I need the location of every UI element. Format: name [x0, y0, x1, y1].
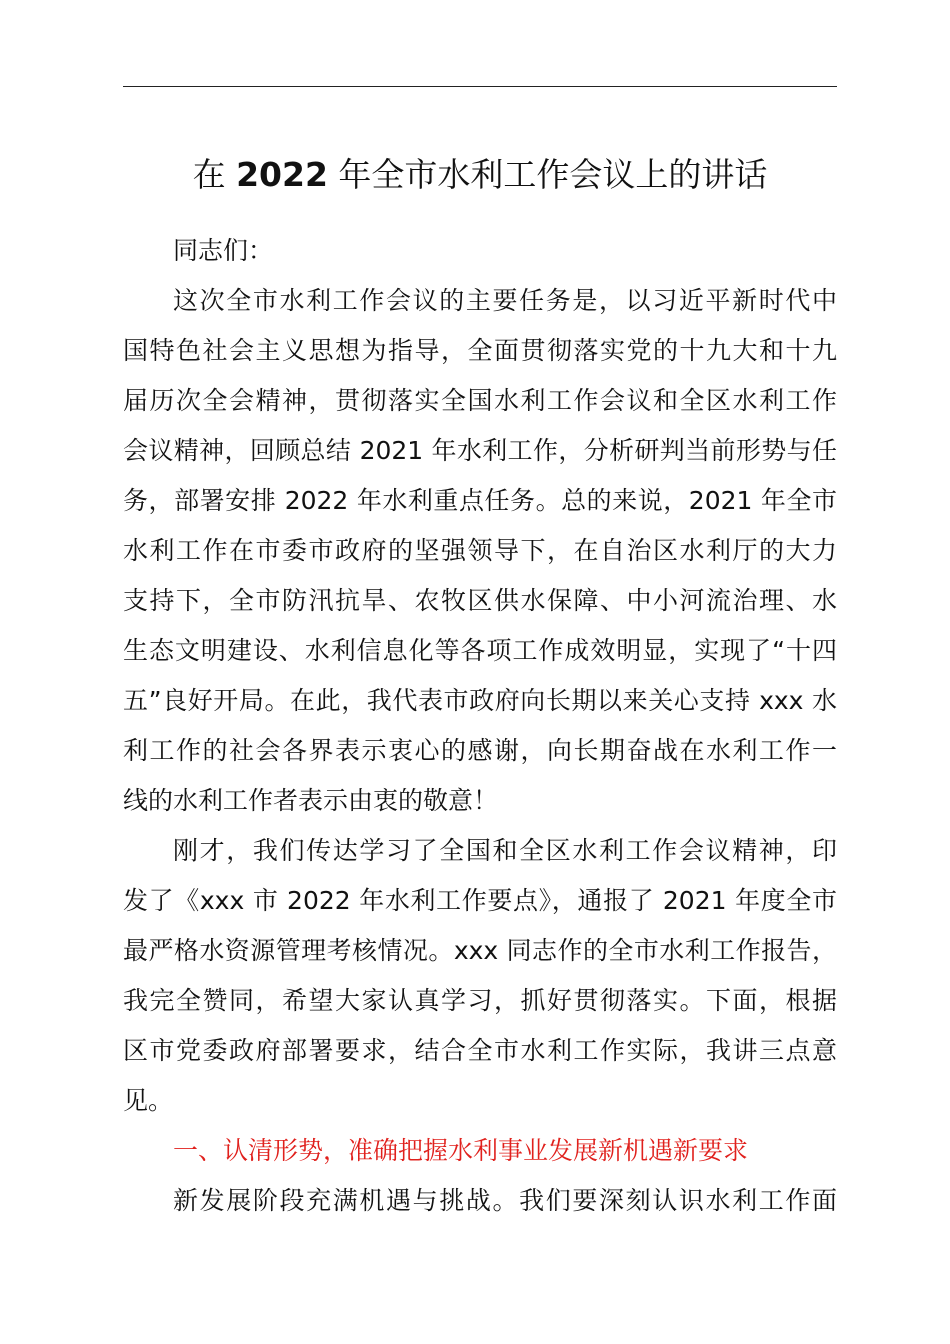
paragraph-1-line: 水利工作在市委市政府的坚强领导下，在自治区水利厅的大力 — [123, 536, 837, 565]
paragraph-1-line: 这次全市水利工作会议的主要任务是，以习近平新时代中 — [173, 286, 837, 315]
title-suffix: 年全市水利工作会议上的讲话 — [327, 155, 768, 194]
title-prefix: 在 — [192, 155, 237, 194]
document-title — [123, 150, 837, 200]
paragraph-3 — [123, 1176, 837, 1226]
title-year: 2022 — [236, 155, 328, 194]
paragraph-2-line: 见。 — [123, 1086, 174, 1115]
paragraph-1-line: 生态文明建设、水利信息化等各项工作成效明显，实现了“十四 — [123, 636, 837, 665]
paragraph-1-line: 国特色社会主义思想为指导，全面贯彻落实党的十九大和十九 — [123, 336, 837, 365]
paragraph-1-line: 支持下，全市防汛抗旱、农牧区供水保障、中小河流治理、水 — [123, 586, 837, 615]
paragraph-2-line: 发了《xxx 市 2022 年水利工作要点》，通报了 2021 年度全市 — [123, 886, 837, 915]
paragraph-2-line: 区市党委政府部署要求，结合全市水利工作实际，我讲三点意 — [123, 1036, 837, 1065]
paragraph-2-line: 刚才，我们传达学习了全国和全区水利工作会议精神，印 — [173, 836, 837, 865]
salutation — [123, 226, 837, 276]
paragraph-2-line: 我完全赞同，希望大家认真学习，抓好贯彻落实。下面，根据 — [123, 986, 837, 1015]
section-1-heading-text: 一、认清形势，准确把握水利事业发展新机遇新要求 — [173, 1136, 749, 1165]
paragraph-1-line: 利工作的社会各界表示衷心的感谢，向长期奋战在水利工作一 — [123, 736, 837, 765]
paragraph-1-line: 会议精神，回顾总结 2021 年水利工作，分析研判当前形势与任 — [123, 436, 837, 465]
document-body — [123, 226, 837, 1226]
paragraph-1-line: 五”良好开局。在此，我代表市政府向长期以来关心支持 xxx 水 — [123, 686, 837, 715]
paragraph-2-line: 最严格水资源管理考核情况。xxx 同志作的全市水利工作报告， — [123, 936, 837, 965]
paragraph-3-line: 新发展阶段充满机遇与挑战。我们要深刻认识水利工作面 — [173, 1186, 837, 1215]
paragraph-1-line: 线的水利工作者表示由衷的敬意！ — [123, 786, 499, 815]
salutation-line: 同志们： — [173, 236, 274, 265]
paragraph-1-line: 务，部署安排 2022 年水利重点任务。总的来说，2021 年全市 — [123, 486, 837, 515]
paragraph-2 — [123, 826, 837, 1126]
paragraph-1-line: 届历次全会精神，贯彻落实全国水利工作会议和全区水利工作 — [123, 386, 837, 415]
paragraph-1 — [123, 276, 837, 826]
section-1-heading — [123, 1126, 837, 1176]
header-rule — [123, 86, 837, 87]
